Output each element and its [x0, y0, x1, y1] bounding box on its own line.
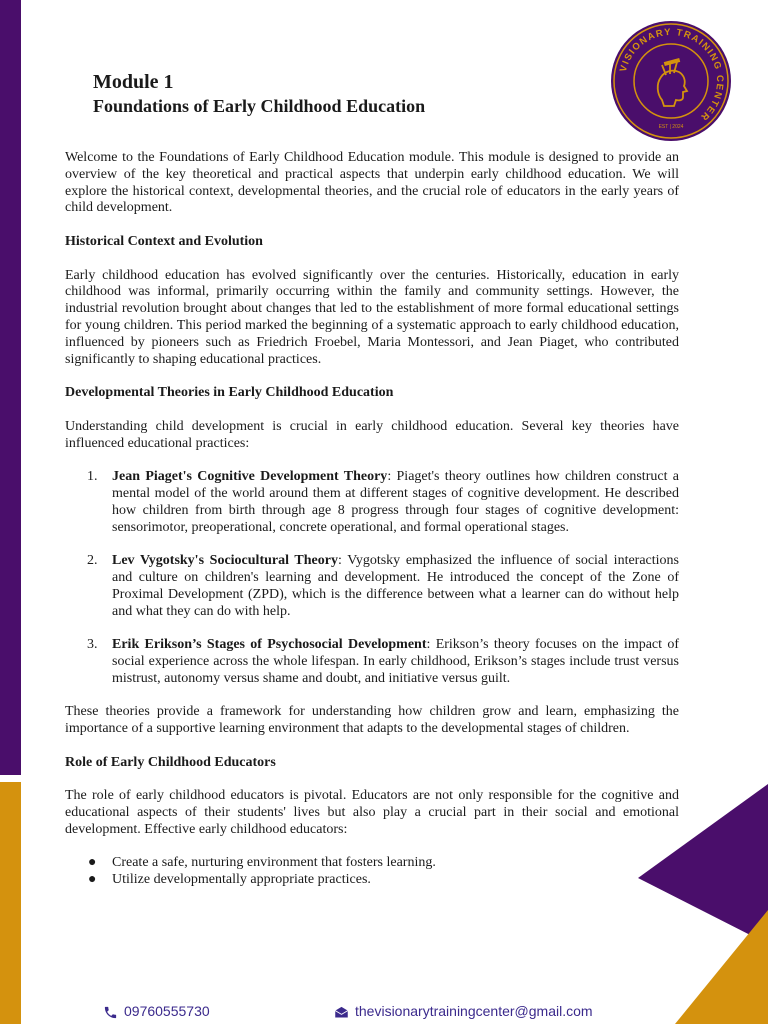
left-gold-bar — [0, 782, 21, 1024]
developmental-intro: Understanding child development is crucial in early childhood education. Several key theories have influenced educational practices: — [65, 418, 679, 451]
intro-paragraph: Welcome to the Foundations of Early Childhood Education module. This module is designed to provide an overview of the key theoretical and practical aspects that underpin early childhood education. We will explore the historical context, developmental theories, and the crucial role of educators in the early years of child development. — [65, 150, 679, 216]
module-subtitle: Foundations of Early Childhood Education — [93, 96, 426, 116]
list-number: 1. — [87, 469, 98, 485]
list-number: 2. — [87, 553, 98, 569]
visionary-training-center-logo — [610, 20, 732, 142]
theory-text: : Erikson’s theory focuses on the impact of social experience across the whole lifespan. In early childhood, Erikson’s stages include trust versus mistrust, autonomy versus shame and doubt, and initiative versus guilt. — [112, 637, 679, 686]
bullet-icon: ● — [88, 855, 97, 871]
bullet-text: Create a safe, nurturing environment that fosters learning. — [112, 855, 436, 871]
module-number: Module 1 — [93, 71, 174, 93]
bullet-text: Utilize developmentally appropriate practices. — [112, 872, 371, 888]
logo-ring-text: VISIONARY TRAINING CENTER — [617, 26, 726, 124]
developmental-heading: Developmental Theories in Early Childhood Education — [65, 385, 394, 401]
role-heading: Role of Early Childhood Educators — [65, 754, 276, 770]
historical-heading: Historical Context and Evolution — [65, 233, 263, 249]
email-icon — [334, 1005, 349, 1020]
left-purple-bar — [0, 0, 21, 775]
bullet-item — [65, 855, 679, 872]
list-item — [65, 553, 679, 620]
bullet-item — [65, 872, 679, 889]
email-address: thevisionarytrainingcenter@gmail.com — [355, 1003, 593, 1019]
main-content — [65, 150, 679, 889]
logo-est: EST | 2024 — [658, 124, 684, 130]
theory-title: Jean Piaget's Cognitive Development Theory — [112, 469, 388, 485]
list-item — [65, 637, 679, 687]
bullet-icon: ● — [88, 872, 97, 888]
page-title — [93, 70, 425, 118]
theory-text: : Vygotsky emphasized the influence of social interactions and culture on children's learning and development. He introduced the concept of the Zone of Proximal Development (ZPD), which is the difference between what a learner can do without help and what they can do with help. — [112, 553, 679, 619]
footer-phone[interactable] — [103, 1003, 210, 1020]
developmental-conclusion: These theories provide a framework for understanding how children grow and learn, emphasizing the importance of a supportive learning environment that adapts to the developmental stages of children. — [65, 704, 679, 737]
list-number: 3. — [87, 637, 98, 653]
historical-paragraph: Early childhood education has evolved significantly over the centuries. Historically, education in early childhood was informal, primarily occurring within the family and community settings. However, the industrial revolution brought about changes that led to the establishment of more formal educational settings for young children. This period marked the beginning of a systematic approach to early childhood education, influenced by pioneers such as Friedrich Froebel, Maria Montessori, and Jean Piaget, who contributed significantly to shaping educational practices. — [65, 267, 679, 367]
phone-icon — [103, 1005, 118, 1020]
phone-number: 09760555730 — [124, 1003, 210, 1019]
theory-title: Lev Vygotsky's Sociocultural Theory — [112, 553, 338, 569]
theory-text: : Piaget's theory outlines how children construct a mental model of the world around them at different stages of cognitive development. He described how children from birth through age 8 progress through four stages of cognitive development: sensorimotor, preoperational, concrete operational, and formal operational stages. — [112, 469, 679, 535]
footer-email[interactable] — [334, 1003, 593, 1020]
list-item — [65, 469, 679, 536]
role-paragraph: The role of early childhood educators is pivotal. Educators are not only responsible for the cognitive and educational aspects of their students' lives but also play a crucial part in their social and emotional development. Effective early childhood educators: — [65, 788, 679, 837]
theory-title: Erik Erikson’s Stages of Psychosocial Development — [112, 637, 427, 653]
